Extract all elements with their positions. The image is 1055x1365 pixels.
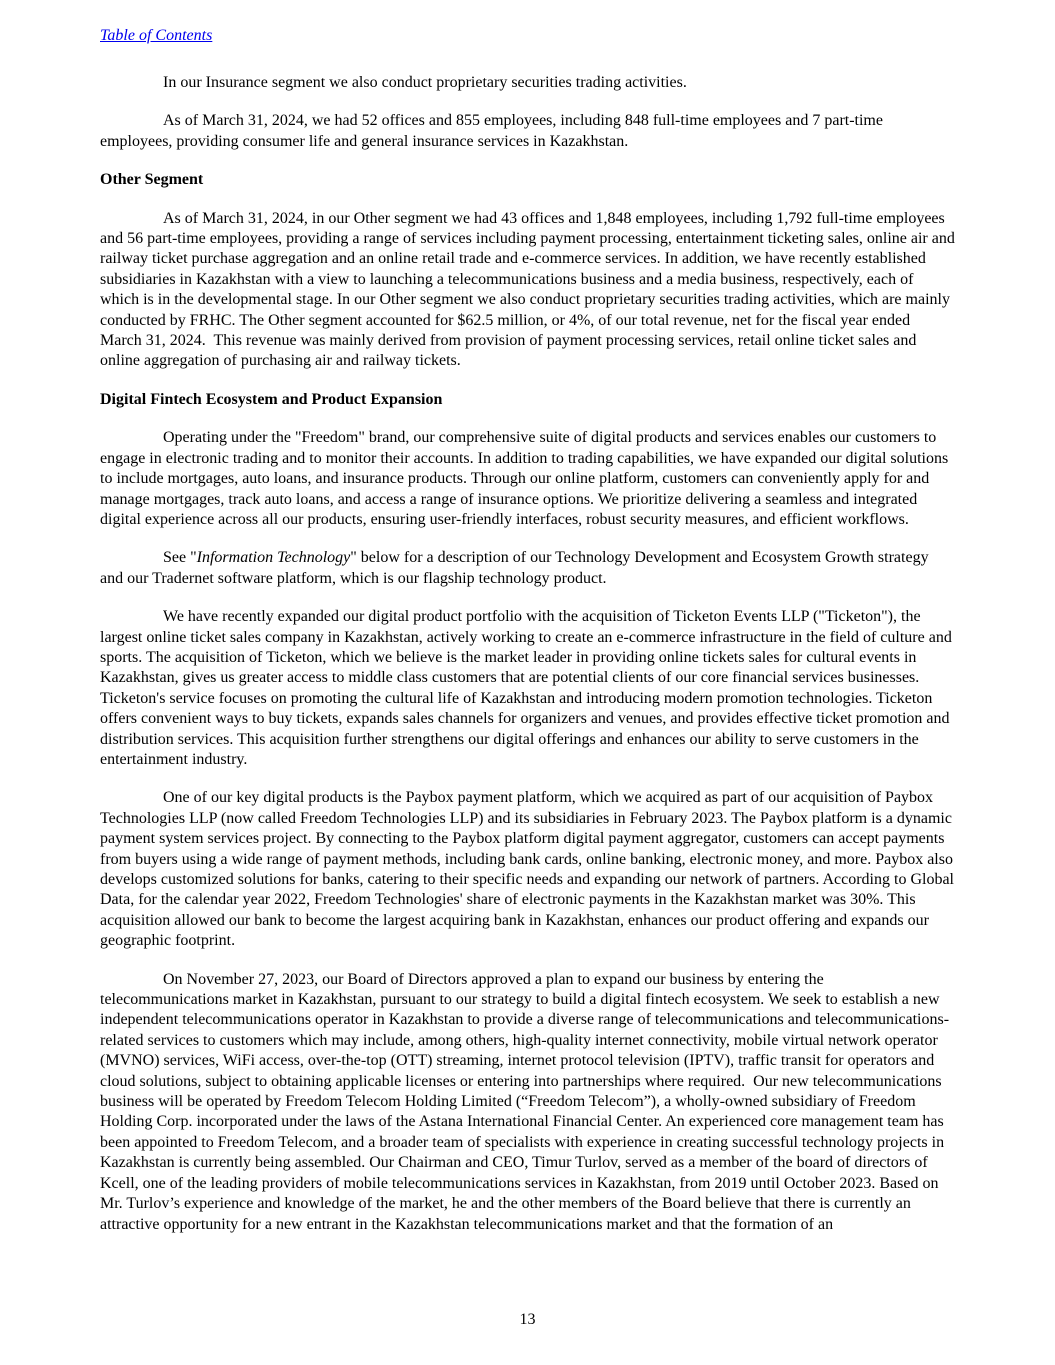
- paragraph-insurance-trading: In our Insurance segment we also conduct proprietary securities trading activities.: [163, 74, 687, 91]
- paragraph-ticketon-acquisition: We have recently expanded our digital product portfolio with the acquisition of Ticketon Events LLP ("Ticketon"), the largest online ticket sales company in Kazakhstan, actively working to create an e-commerce infrastructure in the field of culture and sports. The acquisition of Ticketon, which we believe is the market leader in providing online tickets sales for cultural events in Kazakhstan, gives us greater access to middle class customers that are potential clients of our core financial services businesses. Ticketon's service focuses on promoting the cultural life of Kazakhstan and introducing modern promotion technologies. Ticketon offers convenient ways to buy tickets, expands sales channels for organizers and venues, and provides effective ticket promotion and distribution services. This acquisition further strengthens our digital offerings and enhances our ability to serve customers in the entertainment industry.: [100, 608, 952, 768]
- information-technology-italic: Information Technology: [196, 549, 351, 567]
- see-text-after: " below for a description of our Technology Development and Ecosystem Growth strategy and our Tradernet software platform, which is our flagship technology product.: [100, 549, 929, 587]
- paragraph-insurance-offices-employees: As of March 31, 2024, we had 52 offices and 855 employees, including 848 full-time employees and 7 part-time employees, providing consumer life and general insurance services in Kazakhstan.: [100, 112, 883, 150]
- paragraph-other-segment-detail: As of March 31, 2024, in our Other segment we had 43 offices and 1,848 employees, including 1,792 full-time employees and 56 part-time employees, providing a range of services including payment processing, entertainment ticketing sales, online air and railway ticket purchase aggregation and an online retail trade and e-commerce services. In addition, we have recently established subsidiaries in Kazakhstan with a view to launching a telecommunications business and a media business, respectively, each of which is in the developmental stage. In our Other segment we also conduct proprietary securities trading activities, which are mainly conducted by FRHC. The Other segment accounted for $62.5 million, or 4%, of our total revenue, net for the fiscal year ended March 31, 2024. This revenue was mainly derived from provision of payment processing services, retail online ticket sales and online aggregation of purchasing air and railway tickets.: [100, 209, 955, 370]
- paragraph-freedom-brand: Operating under the "Freedom" brand, our comprehensive suite of digital products and services enables our customers to engage in electronic trading and to monitor their accounts. In addition to trading capabilities, we have expanded our digital solutions to include mortgages, auto loans, and insurance products. Through our online platform, customers can conveniently apply for and manage mortgages, track auto loans, and access a range of insurance options. We prioritize delivering a seamless and integrated digital experience across all our products, ensuring user-friendly interfaces, robust security measures, and efficient workflows.: [100, 429, 949, 528]
- table-of-contents-link[interactable]: Table of Contents: [100, 27, 213, 44]
- see-text-before: See ": [163, 549, 197, 567]
- toc-link-row: [100, 26, 955, 46]
- paragraph-paybox-platform: One of our key digital products is the Paybox payment platform, which we acquired as part of our acquisition of Paybox Technologies LLP (now called Freedom Technologies LLP) and its subsidiaries in February 2023. The Paybox platform is a dynamic payment system services project. By connecting to the Paybox platform digital payment aggregator, customers can accept payments from buyers using a wide range of payment methods, including bank cards, online banking, electronic money, and more. Paybox also develops customized solutions for banks, catering to their specific needs and expanding our network of partners. According to Global Data, for the calendar year 2022, Freedom Technologies' share of electronic payments in the Kazakhstan market was 30%. This acquisition allowed our bank to become the largest acquiring bank in Kazakhstan, enhances our product offering and expands our geographic footprint.: [100, 789, 954, 950]
- heading-digital-fintech-ecosystem: Digital Fintech Ecosystem and Product Expansion: [100, 390, 443, 408]
- heading-other-segment: Other Segment: [100, 171, 204, 189]
- paragraph-telecom-expansion: On November 27, 2023, our Board of Directors approved a plan to expand our business by entering the telecommunications market in Kazakhstan, pursuant to our strategy to build a digital fintech ecosystem. We seek to establish a new independent telecommunications operator in Kazakhstan to provide a diverse range of telecommunications and telecommunications-related services to customers which may include, among others, high-quality internet connectivity, mobile virtual network operator (MVNO) services, WiFi access, over-the-top (OTT) streaming, internet protocol television (IPTV), traffic transit for operators and cloud solutions, subject to obtaining applicable licenses or entering into partnerships where required. Our new telecommunications business will be operated by Freedom Telecom Holding Limited (“Freedom Telecom”), a wholly-owned subsidiary of Freedom Holding Corp. incorporated under the laws of the Astana International Financial Center. An experienced core management team has been appointed to Freedom Telecom, and a broader team of specialists with experience in creating successful technology projects in Kazakhstan is currently being assembled. Our Chairman and CEO, Timur Turlov, served as a member of the board of directors of Kcell, one of the leading providers of mobile telecommunications services in Kazakhstan, from 2019 until October 2023. Based on Mr. Turlov’s experience and knowledge of the market, he and the other members of the Board believe that there is currently an attractive opportunity for a new entrant in the Kazakhstan telecommunications market and that the formation of an: [100, 970, 950, 1233]
- page-number: 13: [519, 1311, 536, 1328]
- paragraph-information-technology-reference: [100, 548, 955, 589]
